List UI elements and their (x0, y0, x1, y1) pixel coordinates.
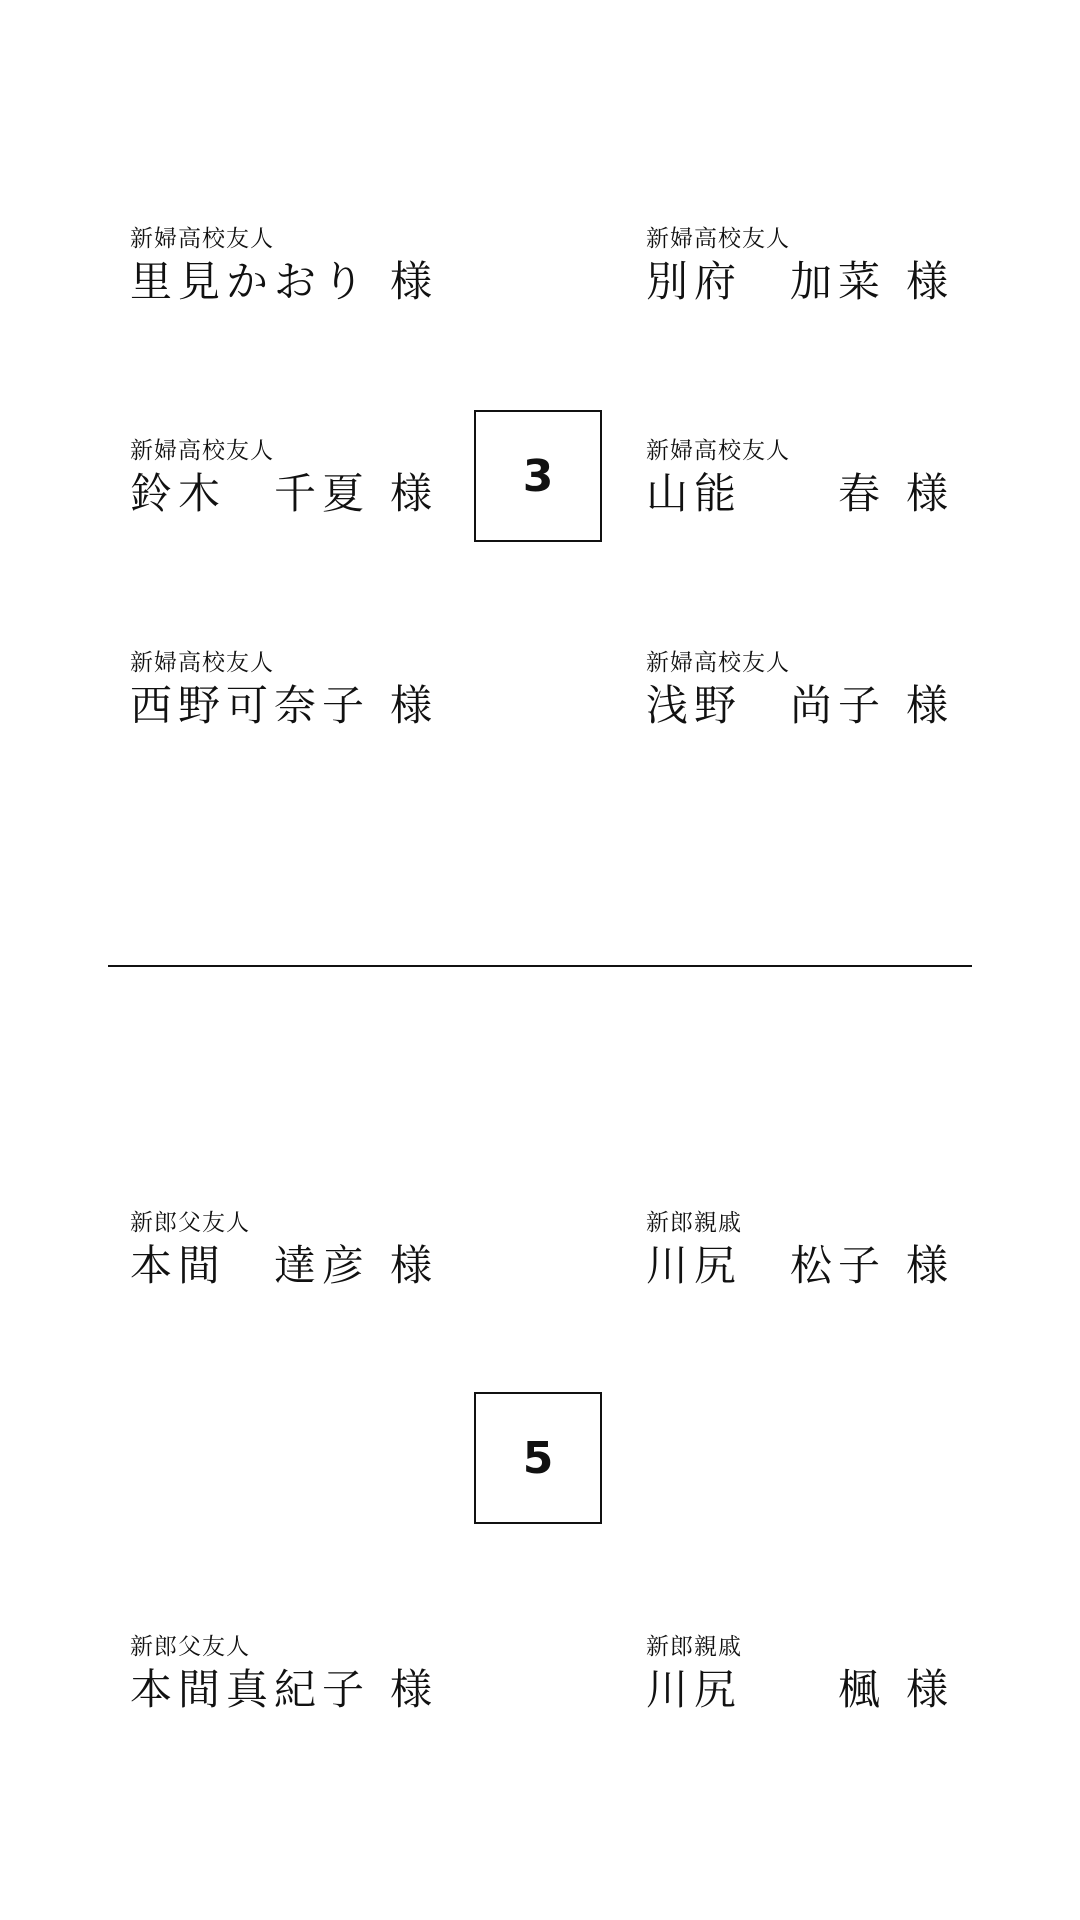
guest-given-name: 春 (837, 469, 886, 518)
guest-relation: 新郎親戚 (646, 1210, 742, 1236)
guest-relation: 新郎親戚 (646, 1634, 742, 1660)
guest-name-row (646, 468, 954, 520)
honorific: 様 (389, 1241, 438, 1290)
guest-card (646, 648, 986, 732)
honorific: 様 (905, 681, 954, 730)
guest-given-name: 達彦 (273, 1241, 370, 1290)
guest-surname: 本間 (130, 1241, 227, 1290)
guest-surname: 鈴木 (130, 469, 227, 518)
honorific: 様 (390, 1665, 439, 1714)
guest-surname: 川尻 (646, 1665, 743, 1714)
table-number-box (474, 1392, 602, 1524)
guest-name-row (130, 680, 438, 732)
guest-name-row (130, 1240, 438, 1292)
guest-name-row (130, 1664, 438, 1716)
guest-name-row (130, 256, 438, 308)
guest-relation: 新婦高校友人 (646, 650, 790, 676)
honorific: 様 (390, 257, 439, 306)
honorific: 様 (390, 681, 439, 730)
guest-card (130, 648, 470, 732)
honorific: 様 (389, 469, 438, 518)
guest-relation: 新郎父友人 (130, 1634, 250, 1660)
table-number: 3 (522, 450, 554, 502)
guest-given-name: 尚子 (789, 681, 886, 730)
guest-surname: 本間真紀子 (130, 1665, 371, 1714)
guest-relation: 新婦高校友人 (646, 226, 790, 252)
guest-surname: 西野可奈子 (130, 681, 371, 730)
guest-card (130, 224, 470, 308)
guest-card (130, 1208, 470, 1292)
guest-card (646, 1208, 986, 1292)
guest-name-row (646, 1240, 954, 1292)
guest-relation: 新婦高校友人 (646, 438, 790, 464)
guest-surname: 山能 (646, 469, 743, 518)
guest-relation: 新婦高校友人 (130, 226, 274, 252)
guest-relation: 新婦高校友人 (130, 438, 274, 464)
honorific: 様 (905, 257, 954, 306)
guest-card (646, 436, 986, 520)
guest-surname: 別府 (646, 257, 743, 306)
guest-given-name: 加菜 (789, 257, 886, 306)
section-divider (108, 965, 972, 967)
guest-given-name: 千夏 (273, 469, 370, 518)
honorific: 様 (905, 1241, 954, 1290)
guest-card (130, 436, 470, 520)
guest-given-name: 松子 (789, 1241, 886, 1290)
guest-card (646, 1632, 986, 1716)
guest-name-row (646, 1664, 954, 1716)
guest-relation: 新婦高校友人 (130, 650, 274, 676)
guest-name-row (646, 256, 954, 308)
table-number-box (474, 410, 602, 542)
guest-name-row (130, 468, 438, 520)
honorific: 様 (905, 469, 954, 518)
honorific: 様 (905, 1665, 954, 1714)
guest-name-row (646, 680, 954, 732)
guest-relation: 新郎父友人 (130, 1210, 250, 1236)
guest-card (646, 224, 986, 308)
guest-surname: 浅野 (646, 681, 743, 730)
guest-surname: 里見かおり (130, 257, 371, 306)
guest-surname: 川尻 (646, 1241, 743, 1290)
guest-card (130, 1632, 470, 1716)
guest-given-name: 楓 (837, 1665, 886, 1714)
table-number: 5 (522, 1432, 554, 1484)
